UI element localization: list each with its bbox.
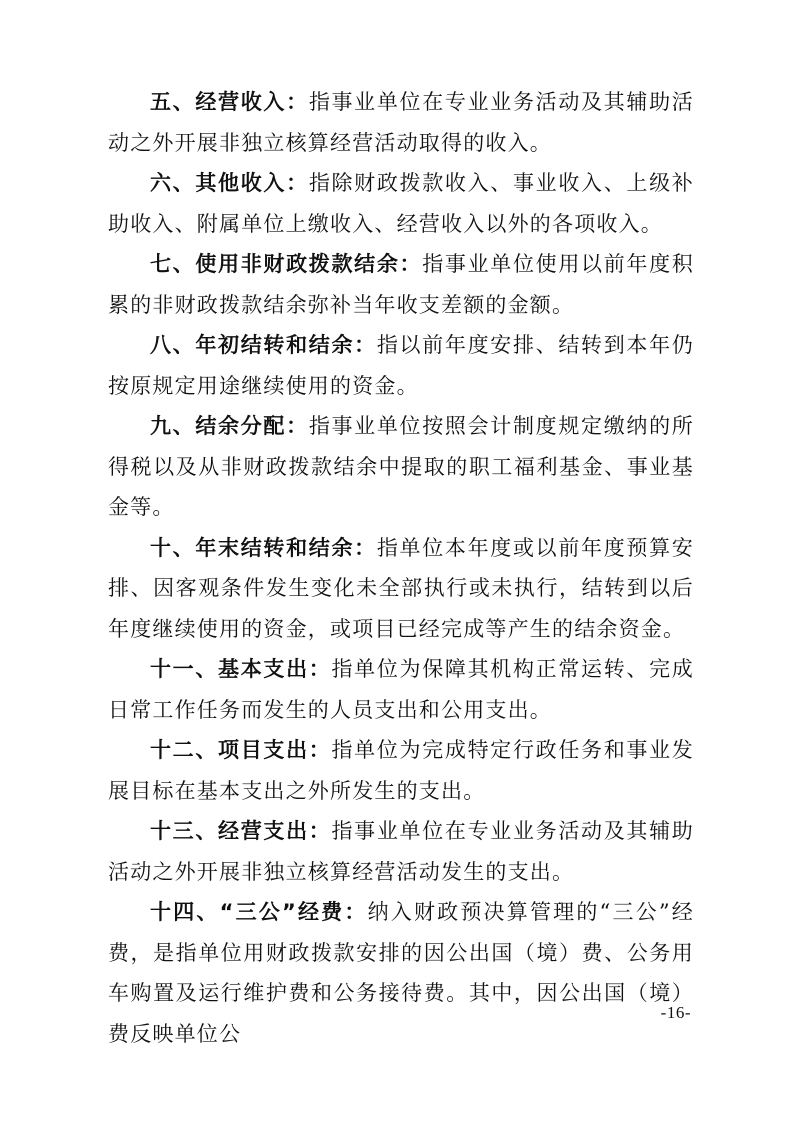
term-definition: 指单位本年度或以前年度预算安排、因客观条件发生变化未全部执行或未执行，结转到以后年度继续使用的资金，或项目已经完成等产生的结余资金。 bbox=[108, 535, 694, 641]
term-definition: 指除财政拨款收入、事业收入、上级补助收入、附属单位上缴收入、经营收入以外的各项收入。 bbox=[108, 171, 694, 236]
document-body bbox=[108, 82, 694, 1054]
paragraph-other-income bbox=[108, 163, 694, 244]
term-definition: 指事业单位按照会计制度规定缴纳的所得税以及从非财政拨款结余中提取的职工福利基金、事业基金等。 bbox=[108, 414, 694, 519]
term-heading: 十二、项目支出： bbox=[150, 738, 332, 762]
term-heading: 五、经营收入： bbox=[150, 90, 309, 114]
paragraph-basic-expenditure bbox=[108, 649, 694, 730]
term-heading: 八、年初结转和结余： bbox=[150, 333, 377, 357]
term-definition: 指事业单位在专业业务活动及其辅助活动之外开展非独立核算经营活动取得的收入。 bbox=[108, 90, 694, 155]
paragraph-three-public-expenses bbox=[108, 892, 694, 1054]
term-heading: 十四、“三公”经费： bbox=[150, 900, 368, 924]
term-definition: 指单位为保障其机构正常运转、完成日常工作任务而发生的人员支出和公用支出。 bbox=[108, 657, 694, 722]
term-definition: 指单位为完成特定行政任务和事业发展目标在基本支出之外所发生的支出。 bbox=[108, 738, 694, 803]
term-heading: 十、年末结转和结余： bbox=[150, 535, 377, 560]
term-definition: 指以前年度安排、结转到本年仍按原规定用途继续使用的资金。 bbox=[108, 333, 694, 398]
paragraph-surplus-distribution bbox=[108, 406, 694, 528]
term-heading: 七、使用非财政拨款结余： bbox=[150, 252, 423, 276]
term-heading: 九、结余分配： bbox=[150, 414, 309, 438]
paragraph-non-fiscal-surplus-use bbox=[108, 244, 694, 325]
term-definition: 指事业单位使用以前年度积累的非财政拨款结余弥补当年收支差额的金额。 bbox=[108, 252, 694, 317]
paragraph-project-expenditure bbox=[108, 730, 694, 811]
paragraph-beginning-carryover bbox=[108, 325, 694, 406]
paragraph-year-end-carryover bbox=[108, 528, 694, 650]
term-definition: 指事业单位在专业业务活动及其辅助活动之外开展非独立核算经营活动发生的支出。 bbox=[108, 819, 694, 884]
term-heading: 十一、基本支出： bbox=[150, 657, 332, 681]
term-definition: 纳入财政预决算管理的“三公”经费，是指单位用财政拨款安排的因公出国（境）费、公务用车购置及运行维护费和公务接待费。其中，因公出国（境）费反映单位公 bbox=[108, 900, 694, 1046]
paragraph-operating-expenditure bbox=[108, 811, 694, 892]
term-heading: 六、其他收入： bbox=[150, 171, 309, 195]
term-heading: 十三、经营支出： bbox=[150, 819, 332, 843]
paragraph-operating-income bbox=[108, 82, 694, 163]
page-number: -16- bbox=[660, 1003, 691, 1022]
